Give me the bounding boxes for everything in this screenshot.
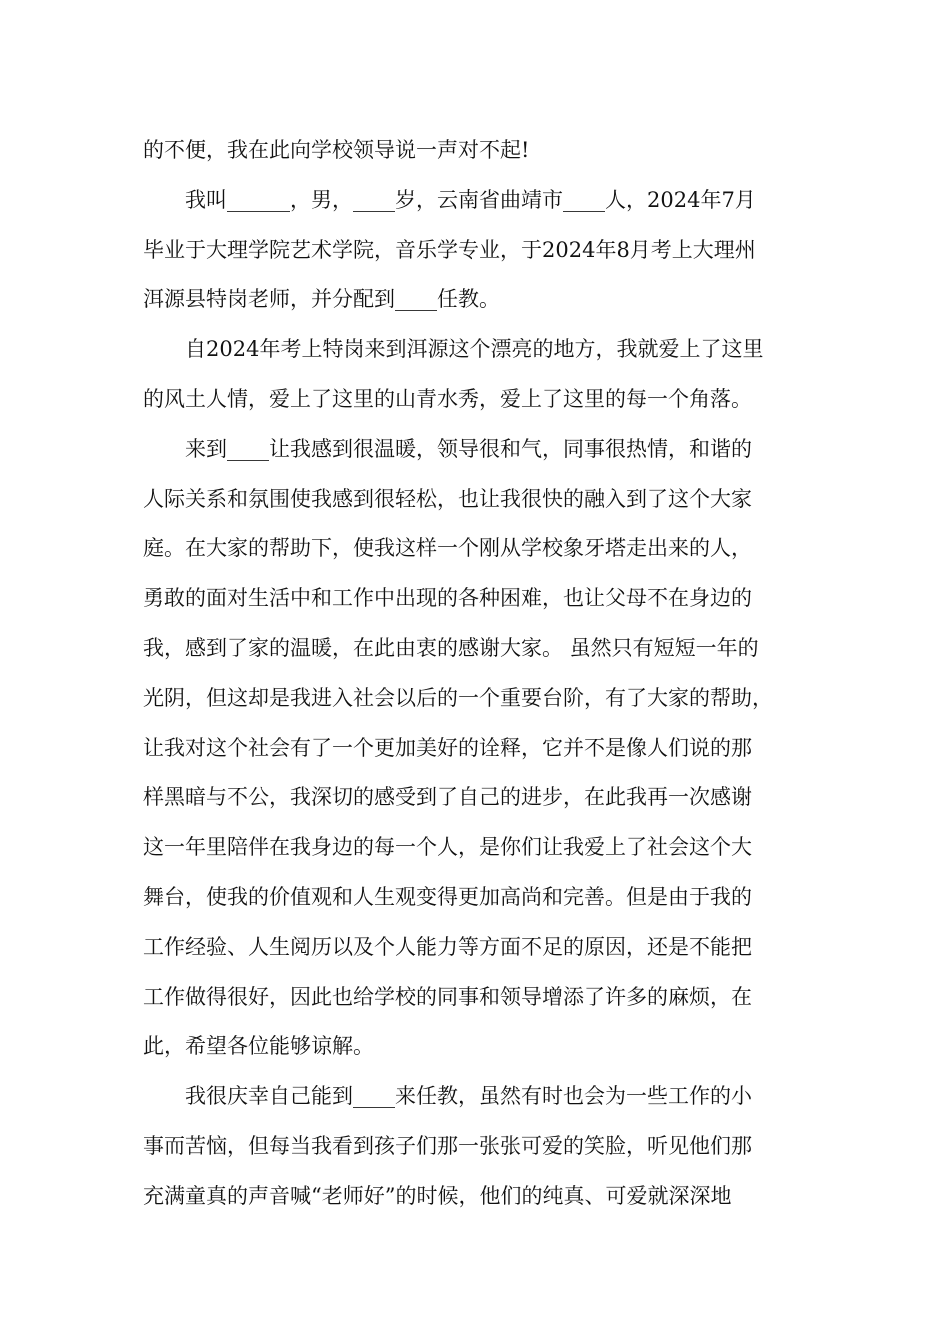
text-line: 自2024年考上特岗来到洱源这个漂亮的地方，我就爱上了这里: [143, 337, 764, 362]
text-line: 光阴，但这却是我进入社会以后的一个重要台阶，有了大家的帮助，: [143, 685, 773, 710]
text-line: 让我对这个社会有了一个更加美好的诠释，它并不是像人们说的那: [143, 735, 752, 760]
text-line: 事而苦恼，但每当我看到孩子们那一张张可爱的笑脸，听见他们那: [143, 1133, 752, 1158]
text-line: 毕业于大理学院艺术学院，音乐学专业，于2024年8月考上大理州: [143, 237, 756, 262]
text-line: 洱源县特岗老师，并分配到____任教。: [143, 287, 500, 312]
text-line: 这一年里陪伴在我身边的每一个人，是你们让我爱上了社会这个大: [143, 835, 752, 860]
text-line: 样黑暗与不公，我深切的感受到了自己的进步，在此我再一次感谢: [143, 785, 752, 810]
text-line: 人际关系和氛围使我感到很轻松，也让我很快的融入到了这个大家: [143, 486, 752, 511]
text-line: 工作经验、人生阅历以及个人能力等方面不足的原因，还是不能把: [143, 934, 752, 959]
text-line: 庭。在大家的帮助下，使我这样一个刚从学校象牙塔走出来的人，: [143, 536, 752, 561]
letter-body: [143, 126, 823, 1222]
text-line: 舞台，使我的价值观和人生观变得更加高尚和完善。但是由于我的: [143, 884, 752, 909]
text-line: 来到____让我感到很温暖，领导很和气，同事很热情，和谐的: [143, 436, 752, 461]
text-line: 工作做得很好，因此也给学校的同事和领导增添了许多的麻烦，在: [143, 984, 752, 1009]
text-line: 我叫______，男，____岁，云南省曲靖市____人，2024年7月: [143, 187, 756, 212]
text-line: 勇敢的面对生活中和工作中出现的各种困难，也让父母不在身边的: [143, 586, 752, 611]
text-line: 充满童真的声音喊“老师好”的时候，他们的纯真、可爱就深深地: [143, 1183, 732, 1208]
text-line: 我，感到了家的温暖，在此由衷的感谢大家。 虽然只有短短一年的: [143, 635, 759, 660]
text-line: 我很庆幸自己能到____来任教，虽然有时也会为一些工作的小: [143, 1084, 752, 1109]
text-line: 此，希望各位能够谅解。: [143, 1034, 374, 1059]
text-line: 的风土人情，爱上了这里的山青水秀，爱上了这里的每一个角落。: [143, 386, 752, 411]
text-line: 的不便，我在此向学校领导说一声对不起!: [143, 138, 530, 162]
